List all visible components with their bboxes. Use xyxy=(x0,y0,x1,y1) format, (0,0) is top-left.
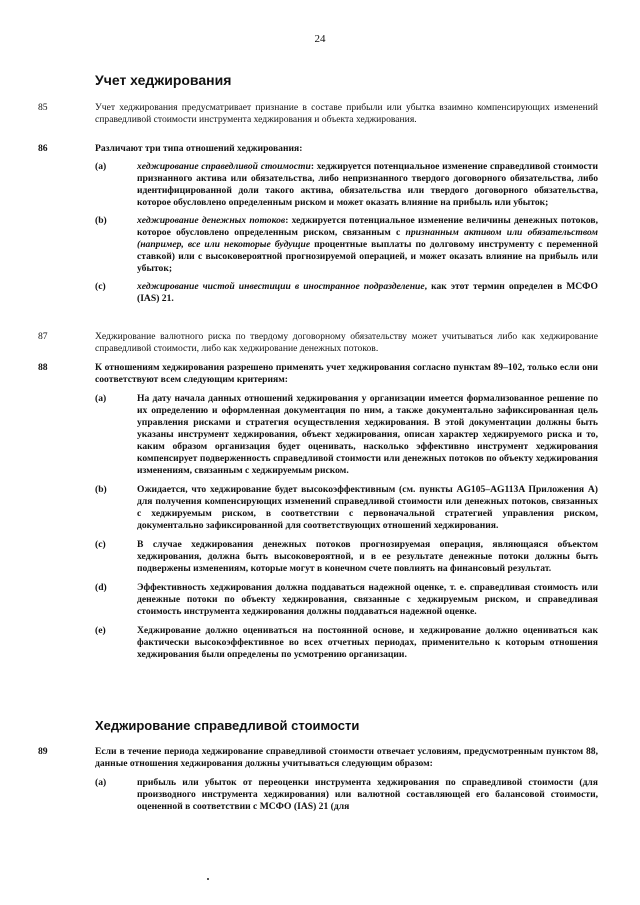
item-label: (b) xyxy=(95,484,107,495)
item-text xyxy=(137,161,598,209)
scan-speck xyxy=(207,878,209,880)
item-label: (b) xyxy=(95,215,107,226)
item-text: На дату начала данных отношений хеджирования у организации имеется формализованное решение по их определению и оформленная документация по ним, а также документально зафиксированная цель управления рисками и стратегия осуществления хеджирования. В этой документации должны быть указаны инструмент хеджирования, объект хеджирования, описан характер хеджируемого риска и то, каким образом организация будет оценивать, насколько эффективно инструмент хеджирования компенсирует подверженность справедливой стоимости или денежных потоков по объекту хеджирования изменениям, связанным с хеджируемым риском. xyxy=(137,393,598,476)
paragraph-number: 87 xyxy=(38,331,48,342)
page-number: 24 xyxy=(314,33,326,45)
item-term: хеджирование денежных потоков xyxy=(137,215,286,226)
paragraph-89 xyxy=(38,746,598,813)
list-item-89a xyxy=(95,777,598,813)
paragraph-intro: К отношениям хеджирования разрешено применять учет хеджирования согласно пунктам 89–102, только если они соответствуют всем следующим критериям: xyxy=(95,362,598,385)
paragraph-text: Хеджирование валютного риска по твердому договорному обязательству может учитываться либо как хеджирование справедливой стоимости, либо как хеджирование денежных потоков. xyxy=(95,331,598,354)
list-item-88a xyxy=(95,393,598,477)
list-item-86b xyxy=(95,215,598,275)
item-text: В случае хеджирования денежных потоков прогнозируемая операция, являющаяся объектом хеджирования, должна быть высоковероятной, и в ее результате денежные потоки должны быть подвержены изменениям, которые могут в конечном счете повлиять на финансовый результат. xyxy=(137,539,598,574)
paragraph-intro: Различают три типа отношений хеджирования: xyxy=(95,143,303,154)
paragraph-86 xyxy=(38,143,598,305)
paragraph-text: Учет хеджирования предусматривает признание в составе прибыли или убытка взаимно компенсирующих изменений справедливой стоимости инструмента хеджирования и объекта хеджирования. xyxy=(95,102,598,125)
section-heading-hedge-accounting: Учет хеджирования xyxy=(95,72,232,88)
list-item-86a xyxy=(95,161,598,209)
paragraph-88 xyxy=(38,362,598,661)
paragraph-intro: Если в течение периода хеджирование справедливой стоимости отвечает условиям, предусмотренным пунктом 88, данные отношения хеджирования должны учитываться следующим образом: xyxy=(95,746,598,769)
item-text xyxy=(137,215,598,275)
paragraph-87 xyxy=(38,331,598,355)
item-term: признанным активом или обязательством (например, все или некоторые будущие xyxy=(137,227,599,250)
item-term: хеджирование справедливой стоимости xyxy=(137,161,311,172)
paragraph-89-body xyxy=(95,746,598,813)
item-text: прибыль или убыток от переоценки инструмента хеджирования по справедливой стоимости (для производного инструмента хеджирования) или валютной составляющей его балансовой стоимости, оцененной в соответствии с МСФО (IAS) 21 (для xyxy=(137,777,598,812)
paragraph-number: 85 xyxy=(38,102,48,113)
list-item-88e xyxy=(95,625,598,661)
item-body: : хеджируется потенциальное изменение справедливой стоимости признанного актива или обязательства, либо непризнанного твердого договорного обязательства, либо идентифицированной доли такого актива, обязательства или твердого договорного обязательства, которое обусловлено определенным риском и может оказать влияние на прибыль или убыток; xyxy=(137,161,598,208)
paragraph-86-body xyxy=(95,143,598,305)
item-label: (d) xyxy=(95,582,107,593)
section-heading-fair-value-hedges: Хеджирование справедливой стоимости xyxy=(95,718,360,733)
paragraph-number: 86 xyxy=(38,143,48,154)
list-item-88c xyxy=(95,539,598,575)
item-label: (a) xyxy=(95,161,107,172)
item-body: : хеджируется потенциальное изменение величины денежных потоков, которое обусловлено определенным риском, связанным с xyxy=(137,215,599,238)
paragraph-number: 89 xyxy=(38,746,48,757)
item-label: (a) xyxy=(95,777,107,788)
item-text xyxy=(137,281,598,305)
paragraph-88-body xyxy=(95,362,598,661)
list-item-88d xyxy=(95,582,598,618)
paragraph-85 xyxy=(38,102,598,126)
item-text: Хеджирование должно оцениваться на постоянной основе, и хеджирование должно оцениваться как фактически высокоэффективное во всех отчетных периодах, применительно к которым отношения хеджирования были определены по усмотрению организации. xyxy=(137,625,598,660)
item-label: (c) xyxy=(95,281,106,292)
paragraph-number: 88 xyxy=(38,362,48,373)
item-label: (c) xyxy=(95,539,106,550)
item-term: хеджирование чистой инвестиции в иностранное подразделение xyxy=(137,281,425,292)
item-label: (a) xyxy=(95,393,107,404)
list-item-88b xyxy=(95,484,598,532)
item-label: (e) xyxy=(95,625,106,636)
item-body: , как этот термин определен в МСФО (IAS) 21. xyxy=(137,281,598,304)
item-text: Ожидается, что хеджирование будет высокоэффективным (см. пункты AG105–AG113A Приложения А) для получения компенсирующих изменений справедливой стоимости или денежных потоков, связанных с хеджируемым риском, в соответствии с первоначальной стратегией управления риском, документально зафиксированной для соответствующих отношений хеджирования. xyxy=(137,484,598,531)
item-body: процентные выплаты по долговому инструменту с переменной ставкой) или с высоковероятной прогнозируемой операцией, и может оказать влияние на прибыль или убыток; xyxy=(137,239,599,274)
list-item-86c xyxy=(95,281,598,305)
item-text: Эффективность хеджирования должна поддаваться надежной оценке, т. е. справедливая стоимость или денежные потоки по объекту хеджирования, связанные с хеджируемым риском, и справедливая стоимость инструмента хеджирования должны поддаваться надежной оценке. xyxy=(137,582,598,617)
